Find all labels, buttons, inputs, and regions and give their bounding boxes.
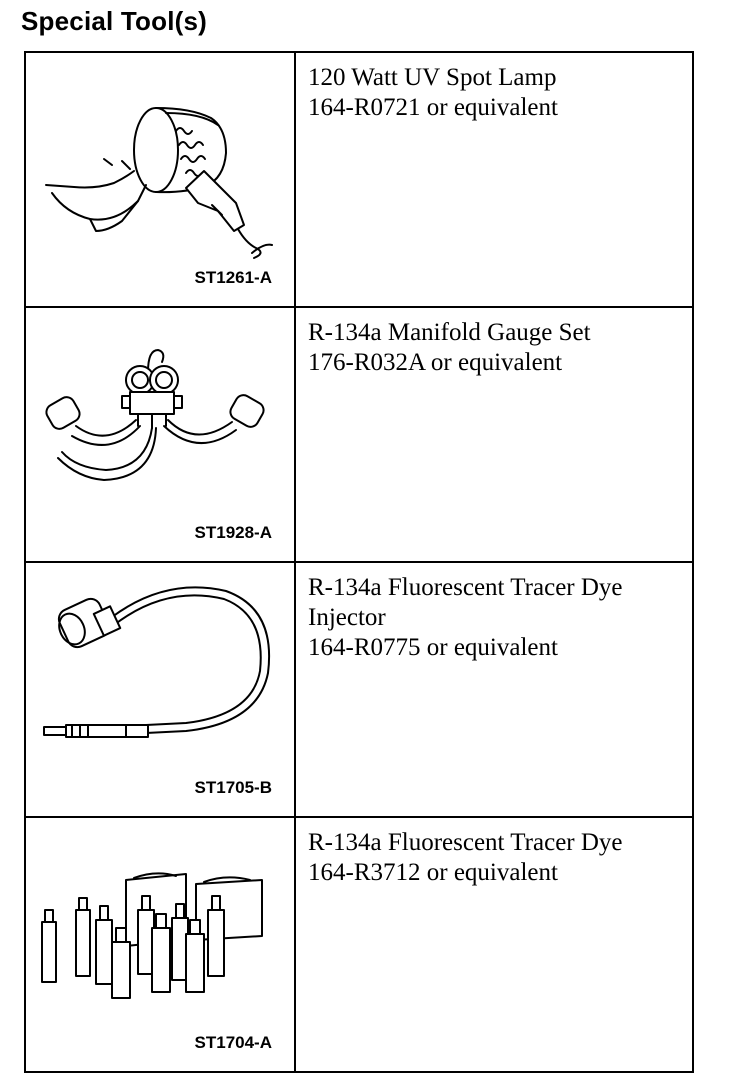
table-row (25, 562, 693, 817)
tool-description: R-134a Manifold Gauge Set 176-R032A or equivalent (308, 319, 591, 376)
tool-description-cell (295, 52, 693, 307)
special-tools-table (24, 51, 694, 1073)
tool-code: ST1261-A (194, 268, 272, 287)
table-row (25, 817, 693, 1072)
page-title: Special Tool(s) (21, 6, 207, 36)
tool-code: ST1705-B (194, 778, 272, 797)
tool-image-cell (25, 562, 295, 817)
tool-image-cell (25, 817, 295, 1072)
tool-description-cell (295, 817, 693, 1072)
tool-code: ST1928-A (194, 523, 272, 542)
tool-image-cell (25, 52, 295, 307)
tool-image-cell (25, 307, 295, 562)
table-row (25, 307, 693, 562)
tool-description-cell (295, 307, 693, 562)
tool-code: ST1704-A (194, 1033, 272, 1052)
table-row (25, 52, 693, 307)
tool-description: R-134a Fluorescent Tracer Dye 164-R3712 or equivalent (308, 829, 623, 886)
tool-description: 120 Watt UV Spot Lamp 164-R0721 or equivalent (308, 64, 558, 121)
tool-description-cell (295, 562, 693, 817)
tool-description: R-134a Fluorescent Tracer Dye Injector 164-R0775 or equivalent (308, 574, 623, 661)
